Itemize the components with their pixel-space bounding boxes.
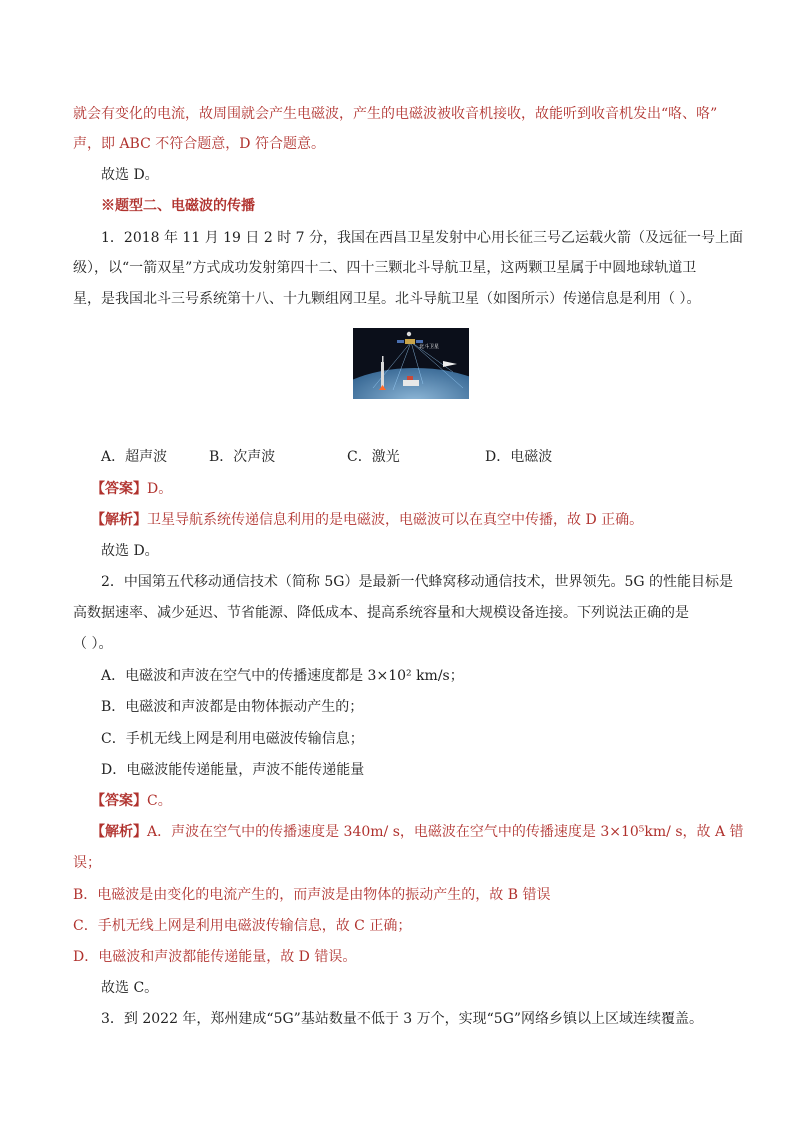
analysis-tag: 【解析】 — [91, 824, 147, 840]
q2-analysis — [91, 822, 744, 842]
figure-label: 北斗卫星 — [419, 344, 440, 350]
q1-stem-line-3: 星，是我国北斗三号系统第十八、十九颗组网卫星。北斗导航卫星（如图所示）传递信息是利用（ ）。 — [73, 291, 701, 307]
answer-value: C。 — [147, 793, 172, 809]
q2-option-b: B．电磁波和声波都是由物体振动产生的； — [101, 699, 364, 715]
q2-analysis-d: D．电磁波和声波都能传递能量，故 D 错误。 — [73, 949, 357, 965]
prev-analysis-line-1: 就会有变化的电流，故周围就会产生电磁波，产生的电磁波被收音机接收，故能听到收音机发出“咯、咯” — [73, 106, 718, 122]
q2-stem-line-3: （ ）。 — [73, 636, 113, 652]
analysis-tag: 【解析】 — [91, 512, 147, 528]
answer-tag: 【答案】 — [91, 793, 147, 809]
q2-analysis-a-cont: 误； — [73, 855, 101, 871]
answer-value: D。 — [147, 481, 173, 497]
q2-choose: 故选 C。 — [101, 980, 159, 996]
q2-option-d: D．电磁波能传递能量，声波不能传递能量 — [101, 762, 365, 778]
answer-tag: 【答案】 — [91, 481, 147, 497]
q1-option-a: A．超声波 — [101, 449, 168, 465]
q1-choose: 故选 D。 — [101, 543, 159, 559]
q1-stem-line-2: 级），以“一箭双星”方式成功发射第四十二、四十三颗北斗导航卫星，这两颗卫星属于中圆地球轨道卫 — [73, 260, 697, 276]
q2-analysis-b: B．电磁波是由变化的电流产生的，而声波是由物体的振动产生的，故 B 错误 — [73, 887, 551, 903]
q1-option-d: D．电磁波 — [485, 449, 553, 465]
q1-analysis — [91, 510, 643, 530]
q1-answer — [91, 479, 172, 499]
q1-option-b: B．次声波 — [209, 449, 276, 465]
q1-option-c: C．激光 — [347, 449, 400, 465]
q2-analysis-c: C．手机无线上网是利用电磁波传输信息，故 C 正确； — [73, 918, 412, 934]
analysis-text-a: A．声波在空气中的传播速度是 340m/ s，电磁波在空气中的传播速度是 3×10⁵km/ s，故 A 错 — [147, 824, 744, 840]
beidou-satellite-figure — [353, 328, 469, 399]
q2-stem-line-1: 2．中国第五代移动通信技术（简称 5G）是最新一代蜂窝移动通信技术，世界领先。5G 的性能目标是 — [101, 574, 733, 590]
analysis-text: 卫星导航系统传递信息利用的是电磁波，电磁波可以在真空中传播，故 D 正确。 — [147, 512, 644, 528]
q2-option-c: C．手机无线上网是利用电磁波传输信息； — [101, 731, 364, 747]
q2-answer — [91, 791, 172, 811]
q2-option-a: A．电磁波和声波在空气中的传播速度都是 3×10² km/s； — [101, 668, 464, 684]
prev-choose: 故选 D。 — [101, 167, 159, 183]
prev-analysis-line-2: 声，即 ABC 不符合题意，D 符合题意。 — [73, 136, 325, 152]
section-title: ※题型二、电磁波的传播 — [101, 198, 255, 214]
q1-stem-line-1: 1．2018 年 11 月 19 日 2 时 7 分，我国在西昌卫星发射中心用长征三号乙运载火箭（及远征一号上面 — [101, 230, 744, 246]
q2-stem-line-2: 高数据速率、减少延迟、节省能源、降低成本、提高系统容量和大规模设备连接。下列说法正确的是 — [73, 605, 689, 621]
q3-stem-line-1: 3．到 2022 年，郑州建成“5G”基站数量不低于 3 万个，实现“5G”网络乡镇以上区域连续覆盖。 — [101, 1011, 704, 1027]
